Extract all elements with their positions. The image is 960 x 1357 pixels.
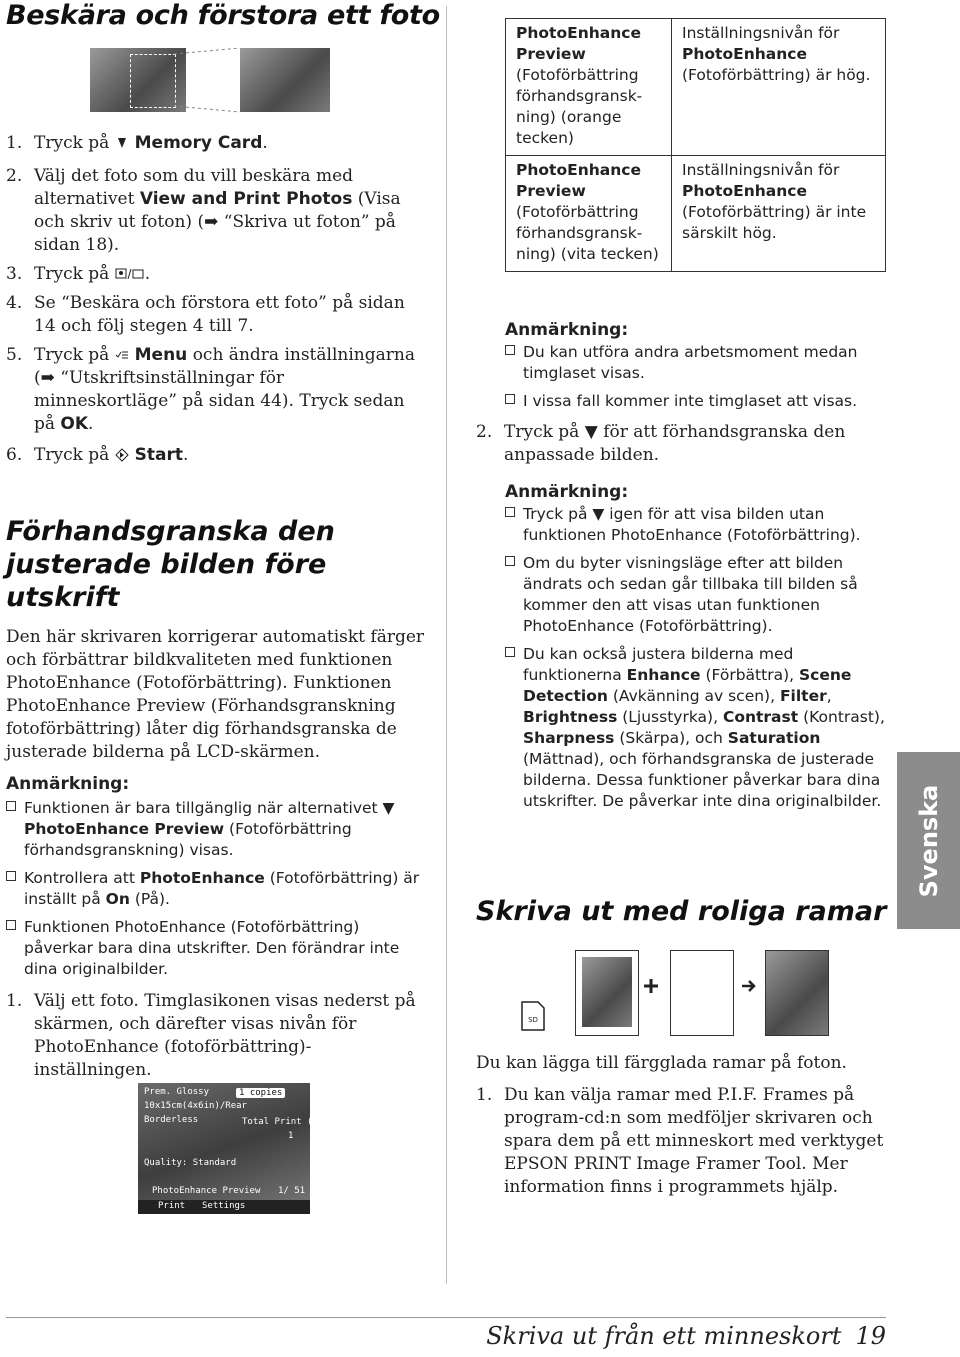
right-note-2: [505, 482, 890, 812]
table-cell: Inställningsnivån för PhotoEnhance (Fotoförbättring) är inte särskilt hög.: [672, 156, 886, 272]
lcd-copies: 1 copies: [236, 1088, 285, 1098]
checkbox-bullet-icon: [6, 920, 16, 930]
step-select-photo: 1. Välj ett foto. Timglasikonen visas nederst på skärmen, och därefter visas nivån för PhotoEnhance (fotoförbättring)-inställningen.: [6, 991, 416, 1080]
checkbox-bullet-icon: [505, 394, 515, 404]
enlarged-photo: [240, 48, 330, 112]
note-list: [6, 798, 426, 980]
language-tab[interactable]: Svenska: [897, 752, 960, 929]
section-heading-frames: Skriva ut med roliga ramar: [476, 896, 887, 927]
step-3: 3. Tryck på .: [6, 264, 151, 284]
crop-guides: [174, 48, 244, 114]
footer-divider: [6, 1317, 886, 1318]
table-row: [506, 156, 886, 272]
lcd-quality: Quality: Standard: [144, 1158, 237, 1168]
step-number: 2.: [6, 166, 23, 186]
lcd-paper-size: 10x15cm(4x6in)/Rear: [144, 1101, 247, 1111]
footer-title: Skriva ut från ett minneskort: [486, 1322, 842, 1350]
lcd-total-label: Total Print (s): [242, 1117, 324, 1127]
arrow-right-icon: [740, 977, 758, 995]
memory-card-icon: [520, 1000, 546, 1032]
step-5: 5. Tryck på Menu och ändra inställningarna (➡ “Utskriftsinställningar för minneskortläge” på sidan 44). Tryck sedan på OK.: [6, 345, 415, 434]
crop-illustration: [90, 48, 330, 114]
table-row: [506, 19, 886, 156]
photoenhance-table: [505, 18, 886, 272]
page-footer: [486, 1322, 886, 1350]
lcd-counter: 1/ 51: [278, 1186, 306, 1196]
step-2: 2. Välj det foto som du vill beskära med alternativet View and Print Photos (Visa och skriv ut foton) (➡ “Skriva ut foton” på sidan 18).: [6, 166, 401, 255]
step-4: 4. Se “Beskära och förstora ett foto” på sidan 14 och följ stegen 4 till 7.: [6, 293, 405, 336]
start-icon: [115, 448, 129, 462]
checkbox-bullet-icon: [6, 871, 16, 881]
note-item: Funktionen PhotoEnhance (Fotoförbättring) påverkar bara dina utskrifter. Den förändrar inte dina originalbilder.: [6, 917, 426, 980]
note-item: Du kan utföra andra arbetsmoment medan timglaset visas.: [505, 342, 890, 384]
step-number: 6.: [6, 445, 23, 465]
note-item: I vissa fall kommer inte timglaset att visas.: [505, 391, 890, 412]
frames-illustration: [520, 945, 820, 1037]
plus-icon: [642, 977, 660, 995]
menu-icon: [115, 348, 129, 362]
note-heading: Anmärkning:: [505, 482, 629, 502]
steps-list-1: [6, 132, 426, 467]
checkbox-bullet-icon: [505, 556, 515, 566]
lcd-preview: PhotoEnhance Preview: [152, 1186, 261, 1196]
lcd-settings: Settings: [202, 1201, 246, 1211]
note-item: Tryck på ▼ igen för att visa bilden utan funktionen PhotoEnhance (Fotoförbättring).: [505, 504, 890, 546]
photo-frame-1: [575, 950, 639, 1036]
checkbox-bullet-icon: [505, 345, 515, 355]
step-1: 1. Tryck på Memory Card.: [6, 133, 268, 153]
step-bold: Memory Card: [128, 133, 263, 153]
note-item: Funktionen är bara tillgänglig när alternativet ▼ PhotoEnhance Preview (Fotoförbättring förhandsgranskning) visas.: [6, 798, 426, 861]
frames-paragraph: Du kan lägga till färgglada ramar på foton.: [476, 1053, 847, 1073]
memory-card-icon: [115, 136, 129, 150]
lcd-print: Print: [158, 1201, 186, 1211]
table-cell: PhotoEnhance Preview (Fotoförbättring förhandsgransk-ning) (vita tecken): [506, 156, 672, 272]
table-cell: PhotoEnhance Preview (Fotoförbättring förhandsgransk-ning) (orange tecken): [506, 19, 672, 156]
view-print-photos-label: View and Print Photos: [139, 189, 353, 209]
checkbox-bullet-icon: [505, 507, 515, 517]
step-number: 3.: [6, 264, 23, 284]
frame-only: [670, 950, 734, 1036]
step-text: Tryck på: [34, 133, 115, 153]
note-heading: Anmärkning:: [505, 320, 629, 340]
section-preview: [6, 515, 426, 1082]
page-number: 19: [855, 1322, 886, 1350]
lcd-screen: [138, 1083, 324, 1214]
right-note-1: [505, 320, 890, 412]
column-divider: [446, 6, 447, 1284]
note-item: Du kan också justera bilderna med funktionerna Enhance (Förbättra), Scene Detection (Avkänning av scen), Filter, Brightness (Ljusstyrka), Contrast (Kontrast), Sharpness (Skärpa), och Saturation (Mättnad), och förhandsgranska de justerade bilderna. Dessa funktioner påverkar bara dina utskrifter. De påverkar inte dina originalbilder.: [505, 644, 890, 812]
framed-photo: [765, 950, 829, 1036]
checkbox-bullet-icon: [505, 647, 515, 657]
crop-frame: [130, 54, 176, 108]
frames-step-1: 1. Du kan välja ramar med P.I.F. Frames på program-cd:n som medföljer skrivaren och spara dem på ett minneskort med verktyget EPSON PRINT Image Framer Tool. Mer information finns i programmets hjälp.: [476, 1085, 884, 1197]
step-number: 5.: [6, 345, 23, 365]
note-item: Om du byter visningsläge efter att bilden ändrats och sedan går tillbaka till bilden så kommer den att visas utan funktionen PhotoEnhance (Fotoförbättring).: [505, 553, 890, 637]
step-number: 1.: [6, 133, 23, 153]
table-cell: Inställningsnivån för PhotoEnhance (Fotoförbättring) är hög.: [672, 19, 886, 156]
right-step-2: 2. Tryck på ▼ för att förhandsgranska den anpassade bilden.: [476, 422, 846, 465]
note-heading: Anmärkning:: [6, 774, 130, 794]
step-number: 4.: [6, 293, 23, 313]
crop-zoom-icon: [115, 267, 145, 281]
lcd-total-num: 1: [288, 1131, 294, 1141]
step-6: 6. Tryck på Start.: [6, 445, 189, 465]
lcd-layout: Borderless: [144, 1115, 199, 1125]
lcd-paper-type: Prem. Glossy: [144, 1087, 210, 1097]
svg-text:SD: SD: [528, 1016, 538, 1024]
page-title: Beskära och förstora ett foto: [6, 0, 440, 31]
checkbox-bullet-icon: [6, 801, 16, 811]
section-heading: Förhandsgranska den justerade bilden före utskrift: [6, 516, 335, 613]
note-item: Kontrollera att PhotoEnhance (Fotoförbättring) är inställt på On (På).: [6, 868, 426, 910]
section-paragraph: Den här skrivaren korrigerar automatiskt färger och förbättrar bildkvaliteten med funktionen PhotoEnhance (Fotoförbättring). Funktionen PhotoEnhance Preview (Förhandsgranskning fotoförbättring) låter dig förhandsgranska de justerade bilderna på LCD-skärmen.: [6, 627, 425, 762]
